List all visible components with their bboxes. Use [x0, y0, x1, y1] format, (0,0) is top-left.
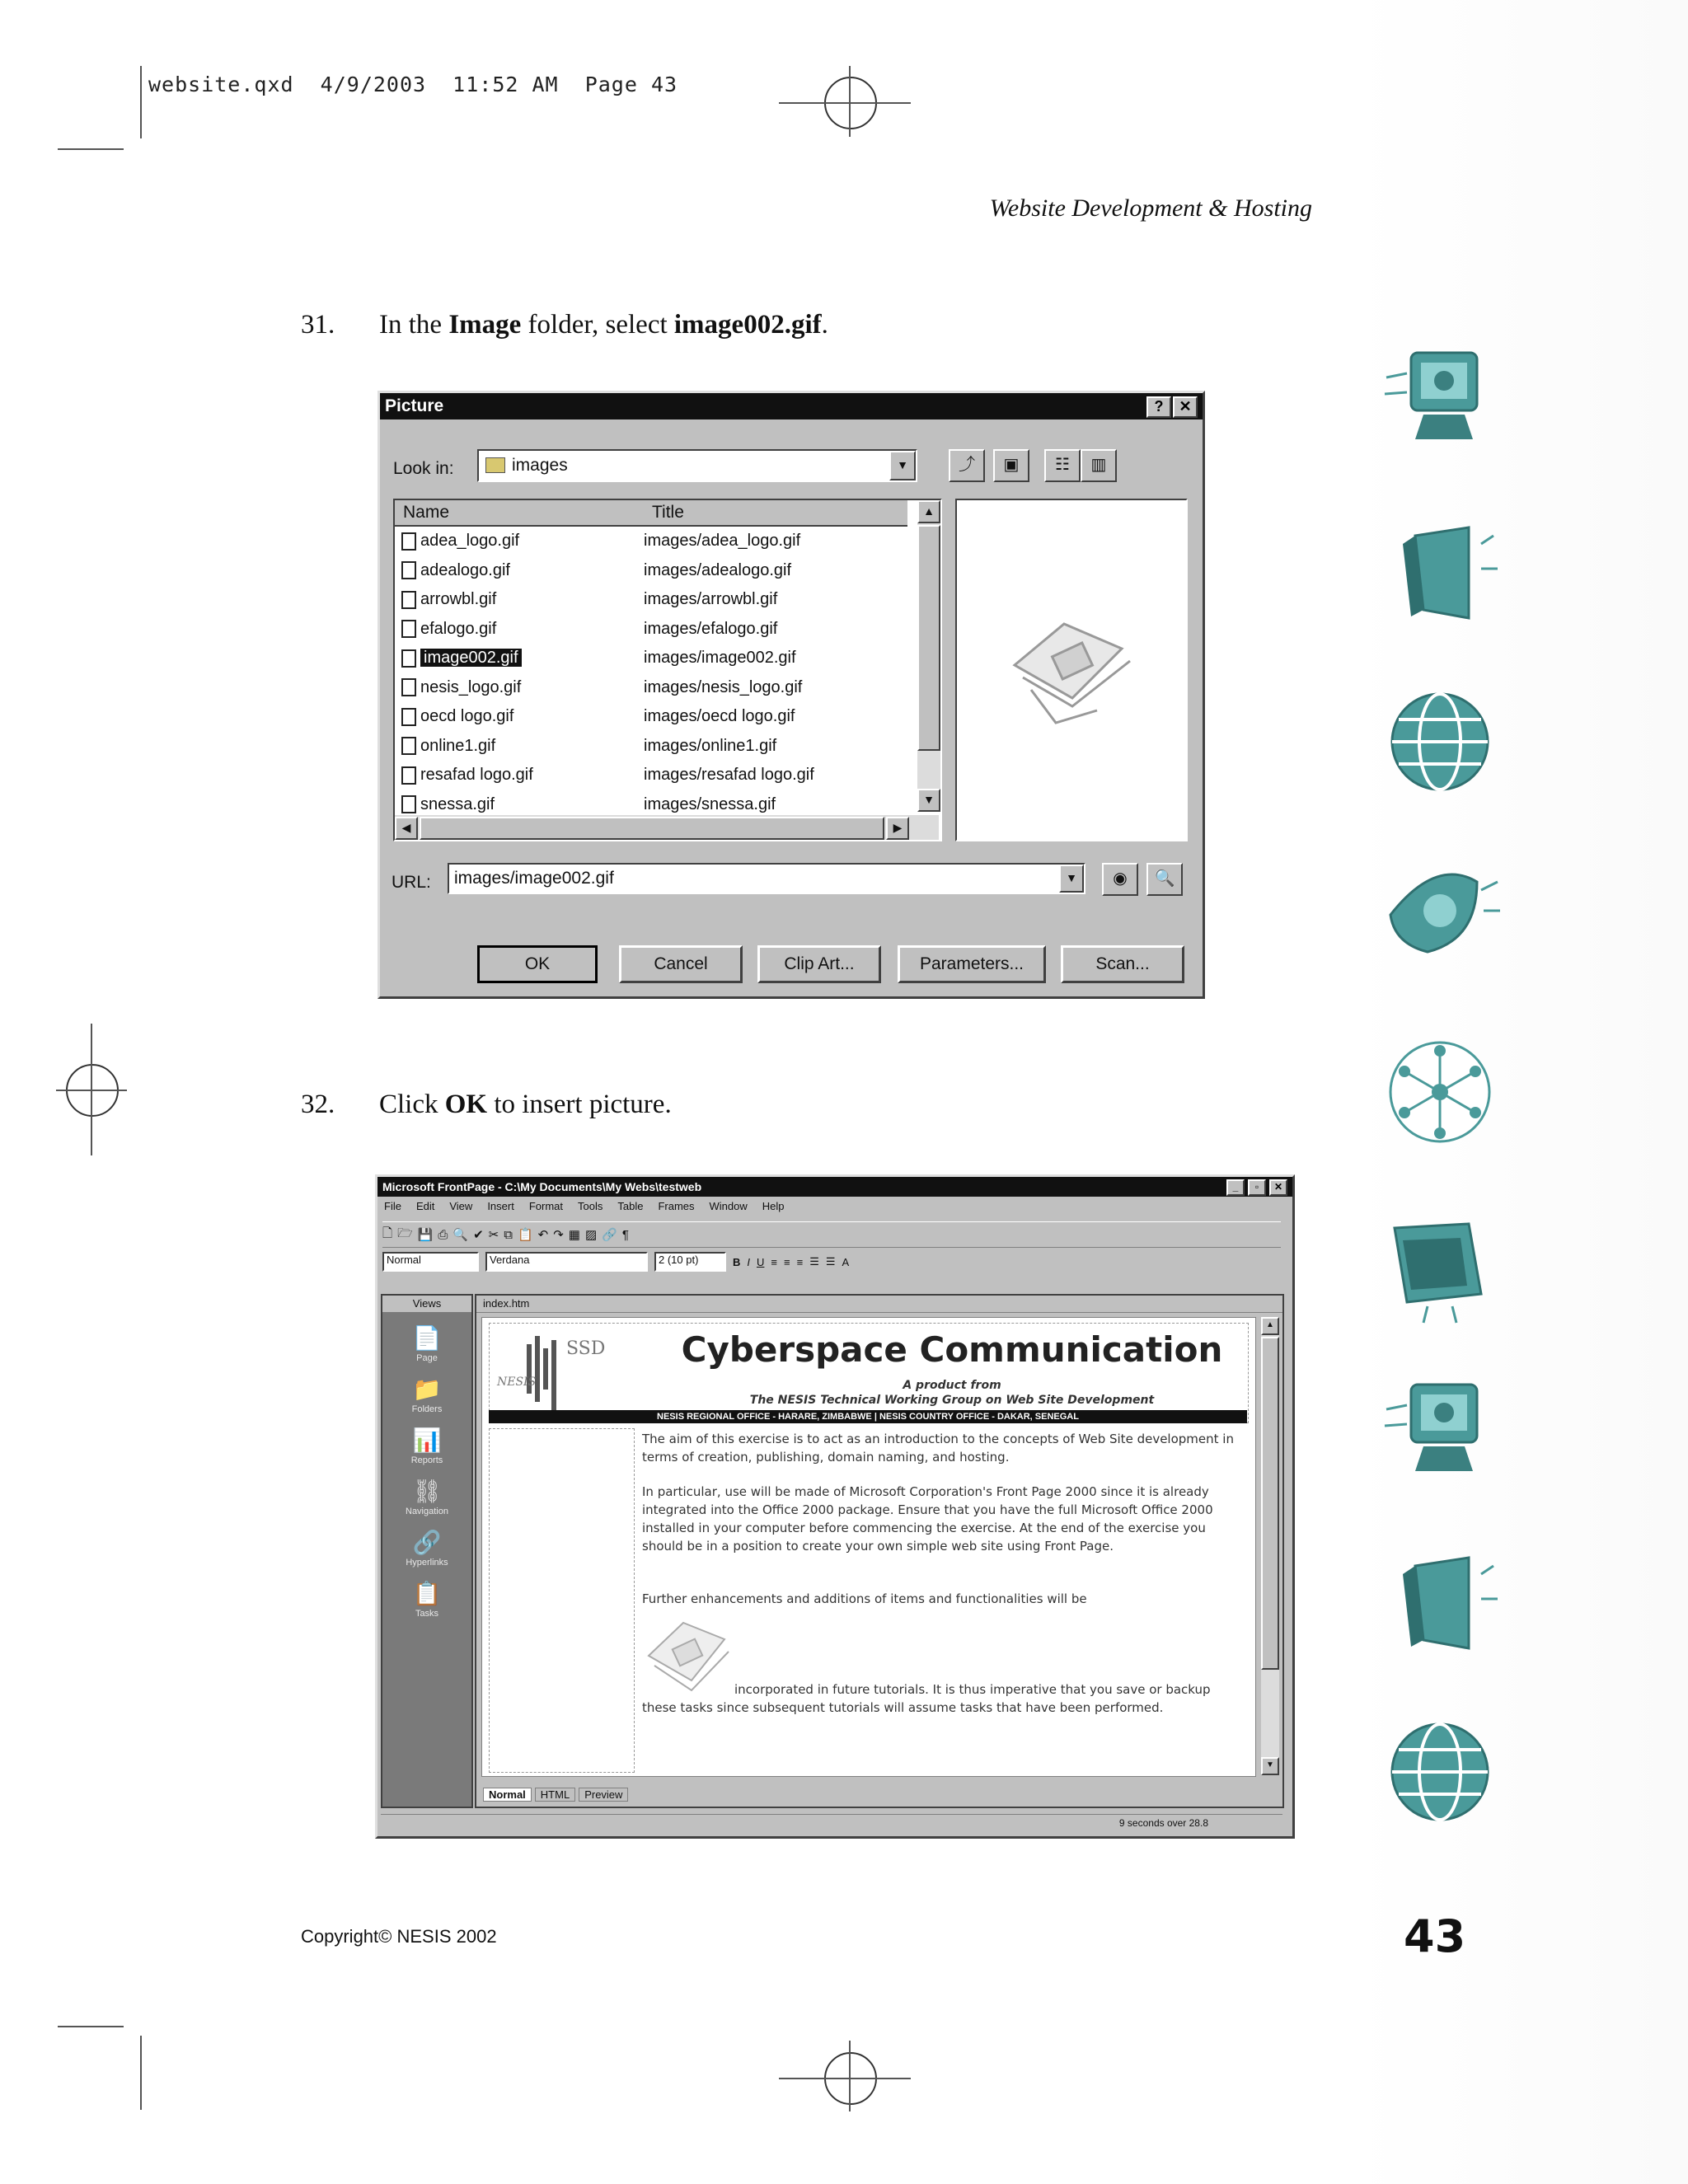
- step-emphasis: image002.gif: [673, 310, 822, 340]
- file-title: images/snessa.gif: [644, 794, 776, 813]
- bullets-icon[interactable]: ☰: [825, 1255, 836, 1268]
- document-tab[interactable]: index.htm: [476, 1296, 1282, 1313]
- logo-mark-icon: NESIS: [497, 1376, 537, 1389]
- server-tower-icon: [1378, 1541, 1502, 1665]
- cancel-button[interactable]: Cancel: [619, 945, 743, 983]
- numbering-icon[interactable]: ☰: [809, 1255, 819, 1268]
- file-name: snessa.gif: [420, 794, 495, 813]
- cut-icon[interactable]: ✂: [488, 1228, 499, 1242]
- ok-button[interactable]: OK: [477, 945, 598, 983]
- paste-icon[interactable]: 📋: [517, 1228, 533, 1242]
- file-title: images/efalogo.gif: [644, 619, 778, 638]
- url-label: URL:: [392, 873, 431, 892]
- close-icon[interactable]: ✕: [1269, 1179, 1287, 1196]
- view-label: Folders: [411, 1404, 443, 1414]
- image-icon[interactable]: ▨: [584, 1228, 598, 1242]
- open-icon[interactable]: 🗁: [397, 1226, 413, 1240]
- navigation-view-icon: ⛓: [412, 1479, 442, 1504]
- new-folder-icon[interactable]: ▣: [993, 449, 1029, 482]
- file-name: image002.gif: [420, 649, 522, 667]
- view-label: Hyperlinks: [406, 1558, 448, 1568]
- page-view-icon: 📄: [412, 1325, 442, 1351]
- image-preview: [955, 499, 1188, 841]
- underline-icon[interactable]: U: [757, 1255, 765, 1268]
- server-tower-icon: [1378, 511, 1502, 635]
- folder-icon: [1378, 1203, 1502, 1327]
- look-in-label: Look in:: [393, 459, 454, 478]
- align-left-icon[interactable]: ≡: [771, 1255, 777, 1268]
- computer-icon: [1378, 1368, 1502, 1492]
- menu-item-frames[interactable]: Frames: [658, 1200, 695, 1212]
- menu-item-format[interactable]: Format: [528, 1200, 563, 1212]
- file-title: images/image002.gif: [644, 649, 796, 667]
- view-label: Reports: [410, 1455, 443, 1465]
- file-title: images/oecd logo.gif: [644, 707, 795, 725]
- browse-web-icon[interactable]: ◉: [1102, 863, 1138, 896]
- scroll-left-icon[interactable]: ◀: [395, 817, 418, 840]
- step-emphasis: OK: [444, 1090, 488, 1119]
- scroll-right-icon[interactable]: ▶: [886, 817, 909, 840]
- office-banner: NESIS REGIONAL OFFICE - HARARE, ZIMBABWE | NESIS COUNTRY OFFICE - DAKAR, SENEGAL: [489, 1410, 1247, 1423]
- file-row[interactable]: [401, 761, 896, 790]
- gif-file-icon: [401, 620, 416, 638]
- step-text: In the: [379, 310, 449, 340]
- file-title: images/online1.gif: [644, 736, 777, 755]
- italic-icon[interactable]: I: [747, 1255, 751, 1268]
- view-label: Navigation: [406, 1507, 448, 1516]
- file-row[interactable]: [401, 527, 896, 555]
- gif-file-icon: [401, 561, 416, 579]
- chevron-down-icon[interactable]: ▼: [889, 451, 916, 480]
- dialog-title: Picture: [385, 396, 444, 415]
- menu-item-tools[interactable]: Tools: [578, 1200, 603, 1212]
- maximize-icon[interactable]: ▫: [1248, 1179, 1266, 1196]
- spelling-icon[interactable]: ✔: [473, 1228, 484, 1242]
- align-center-icon[interactable]: ≡: [784, 1255, 790, 1268]
- body-paragraph: Further enhancements and additions of items and functionalities will be: [642, 1591, 1087, 1606]
- status-bar: [381, 1814, 1282, 1831]
- registration-mark: [849, 2041, 851, 2111]
- crop-mark: [140, 2036, 142, 2110]
- file-name: online1.gif: [420, 736, 496, 755]
- dialog-title-bar: [380, 393, 1203, 419]
- details-view-icon[interactable]: ▥: [1081, 449, 1117, 482]
- font-select[interactable]: Verdana: [485, 1252, 648, 1272]
- help-button[interactable]: ?: [1146, 396, 1171, 418]
- minimize-icon[interactable]: _: [1226, 1179, 1245, 1196]
- computer-icon: [1378, 336, 1502, 460]
- registration-mark: [779, 2078, 911, 2079]
- intro-paragraph: The aim of this exercise is to act as an introduction to the concepts of Web Site development in terms of creation, publishing, domain naming, and hosting.: [642, 1432, 1234, 1465]
- menu-bar: [384, 1200, 785, 1218]
- view-hyperlinks[interactable]: [382, 1528, 471, 1568]
- step-instruction: [379, 1090, 672, 1120]
- view-navigation[interactable]: [382, 1477, 471, 1516]
- eye-icon: [1378, 849, 1502, 972]
- registration-mark: [91, 1024, 92, 1155]
- gif-file-icon: [401, 708, 416, 726]
- file-title: images/nesis_logo.gif: [644, 677, 803, 696]
- align-right-icon[interactable]: ≡: [796, 1255, 804, 1268]
- file-row[interactable]: [401, 702, 896, 731]
- step-number: 31.: [301, 310, 335, 340]
- column-header-name[interactable]: Name: [395, 500, 652, 527]
- table-icon[interactable]: ▦: [568, 1228, 580, 1242]
- left-column: [489, 1428, 635, 1773]
- crop-mark: [58, 2026, 124, 2027]
- printer-slug: website.qxd 4/9/2003 11:52 AM Page 43: [148, 73, 678, 96]
- file-name: oecd logo.gif: [420, 707, 514, 725]
- style-select[interactable]: Normal: [382, 1252, 479, 1272]
- reports-view-icon: 📊: [412, 1427, 442, 1453]
- preview-graphic-icon: [957, 500, 1186, 840]
- globe-icon: [1378, 1710, 1502, 1834]
- hyperlink-icon[interactable]: 🔗: [602, 1228, 617, 1242]
- file-name: resafad logo.gif: [420, 766, 533, 784]
- gif-file-icon: [401, 649, 416, 668]
- file-row[interactable]: [401, 732, 896, 761]
- browse-file-icon[interactable]: 🔍: [1146, 863, 1183, 896]
- body-paragraph: incorporated in future tutorials. It is thus imperative that you save or backup these tasks since subsequent tutorials will assume tasks that have been performed.: [642, 1682, 1211, 1715]
- menu-item-edit[interactable]: Edit: [415, 1200, 435, 1212]
- gif-file-icon: [401, 737, 416, 755]
- file-row[interactable]: [401, 673, 896, 702]
- page-editor: [475, 1294, 1284, 1808]
- step-text: Click: [379, 1090, 445, 1119]
- step-number: 32.: [301, 1090, 335, 1119]
- gif-file-icon: [401, 766, 416, 785]
- page-heading: Cyberspace Communication: [681, 1329, 1223, 1370]
- view-label: Tasks: [415, 1609, 439, 1619]
- window-title: Microsoft FrontPage - C:\My Documents\My Webs\testweb: [382, 1180, 702, 1193]
- copyright-footer: Copyright© NESIS 2002: [301, 1926, 497, 1947]
- url-input[interactable]: [448, 863, 1085, 894]
- views-bar: [381, 1294, 473, 1808]
- redo-icon[interactable]: ↷: [553, 1228, 564, 1242]
- file-title: images/resafad logo.gif: [644, 766, 814, 784]
- preview-icon[interactable]: 🔍: [452, 1228, 469, 1242]
- menu-item-insert[interactable]: Insert: [487, 1200, 514, 1212]
- view-tasks[interactable]: [382, 1579, 471, 1619]
- hyperlinks-view-icon: 🔗: [412, 1530, 442, 1555]
- folders-view-icon: 📁: [412, 1376, 442, 1402]
- gif-file-icon: [401, 532, 416, 551]
- undo-icon[interactable]: ↶: [537, 1228, 549, 1242]
- up-folder-icon[interactable]: ⤴: [949, 449, 985, 482]
- file-name: arrowbl.gif: [420, 590, 497, 608]
- bold-icon[interactable]: B: [733, 1255, 741, 1268]
- scroll-thumb[interactable]: [917, 525, 940, 751]
- page-number: 43: [1404, 1910, 1466, 1962]
- logo-text: SSD: [566, 1338, 606, 1359]
- look-in-select[interactable]: [477, 449, 917, 482]
- menu-item-window[interactable]: Window: [709, 1200, 748, 1212]
- view-page[interactable]: [382, 1324, 471, 1363]
- gif-file-icon: [401, 795, 416, 813]
- picture-dialog: [377, 391, 1205, 999]
- file-name: adea_logo.gif: [420, 532, 520, 550]
- file-name: adealogo.gif: [420, 560, 510, 579]
- scroll-thumb[interactable]: [1261, 1337, 1279, 1670]
- registration-mark: [849, 66, 851, 137]
- tab-normal[interactable]: Normal: [483, 1788, 532, 1802]
- registration-mark: [779, 102, 911, 104]
- formatting-toolbar: [382, 1249, 1281, 1274]
- standard-toolbar: [382, 1221, 1281, 1248]
- scroll-up-icon[interactable]: ▲: [1261, 1317, 1279, 1335]
- step-text: .: [821, 310, 828, 340]
- menu-item-help[interactable]: Help: [762, 1200, 785, 1212]
- download-time: 9 seconds over 28.8: [1118, 1817, 1208, 1829]
- menu-item-view[interactable]: View: [449, 1200, 473, 1212]
- list-view-icon[interactable]: ☷: [1044, 449, 1081, 482]
- subtitle: A product from: [903, 1379, 1001, 1392]
- menu-item-file[interactable]: File: [384, 1200, 401, 1212]
- copy-icon[interactable]: ⧉: [504, 1227, 513, 1242]
- window-title-bar: [377, 1177, 1292, 1197]
- file-row[interactable]: [401, 644, 896, 673]
- crop-mark: [140, 66, 142, 138]
- scroll-down-icon[interactable]: ▼: [1261, 1757, 1279, 1775]
- file-list: [393, 499, 942, 841]
- view-reports[interactable]: [382, 1426, 471, 1465]
- scan-button[interactable]: Scan...: [1061, 945, 1184, 983]
- step-emphasis: Image: [448, 310, 522, 340]
- frontpage-window: [375, 1174, 1295, 1839]
- menu-item-table[interactable]: Table: [617, 1200, 644, 1212]
- show-all-icon[interactable]: ¶: [621, 1227, 629, 1242]
- close-button[interactable]: ✕: [1173, 396, 1198, 418]
- file-title: images/adealogo.gif: [644, 560, 792, 579]
- gif-file-icon: [401, 678, 416, 696]
- url-value: images/image002.gif: [454, 869, 614, 888]
- view-tabs: [483, 1788, 628, 1802]
- font-color-icon[interactable]: A: [842, 1255, 850, 1268]
- size-select[interactable]: 2 (10 pt): [654, 1252, 726, 1272]
- column-header-title[interactable]: Title: [644, 500, 907, 527]
- file-row[interactable]: [401, 585, 896, 614]
- look-in-value: images: [512, 456, 568, 475]
- body-paragraph: In particular, use will be made of Microsoft Corporation's Front Page 2000 since it is already integrated into the Office 2000 package. Ensure that you have the full Microsoft Office 2000 installed in your computer before commencing the exercise. At the end of the exercise you should be in a position to create your own simple web site using Front Page.: [642, 1484, 1213, 1554]
- parameters-button[interactable]: Parameters...: [898, 945, 1046, 983]
- vertical-scrollbar[interactable]: [917, 500, 940, 812]
- file-name: nesis_logo.gif: [420, 677, 522, 696]
- running-head: Website Development & Hosting: [989, 194, 1312, 222]
- horizontal-scrollbar[interactable]: [395, 815, 939, 840]
- scroll-down-icon[interactable]: ▼: [917, 789, 940, 812]
- step-instruction: [379, 310, 828, 340]
- views-list: [382, 1324, 471, 1619]
- globe-icon: [1378, 680, 1502, 804]
- file-row[interactable]: [401, 556, 896, 585]
- crop-mark: [58, 148, 124, 150]
- tasks-view-icon: 📋: [412, 1581, 442, 1606]
- chevron-down-icon[interactable]: ▼: [1059, 865, 1084, 893]
- tab-html[interactable]: HTML: [535, 1788, 575, 1802]
- clip-art-button[interactable]: Clip Art...: [757, 945, 881, 983]
- view-label: Page: [416, 1353, 438, 1363]
- save-icon[interactable]: 💾: [417, 1228, 434, 1242]
- new-page-icon[interactable]: 🗋: [382, 1226, 393, 1240]
- folder-icon: [485, 457, 505, 473]
- view-folders[interactable]: [382, 1375, 471, 1414]
- scroll-up-icon[interactable]: ▲: [917, 500, 940, 523]
- step-text: folder, select: [521, 310, 674, 340]
- network-icon: [1378, 1030, 1502, 1154]
- tab-preview[interactable]: Preview: [579, 1788, 628, 1802]
- gif-file-icon: [401, 591, 416, 609]
- web-page-canvas: [481, 1317, 1256, 1777]
- file-title: images/adea_logo.gif: [644, 532, 801, 550]
- file-name: efalogo.gif: [420, 619, 497, 638]
- print-icon[interactable]: ⎙: [438, 1227, 448, 1242]
- scroll-thumb[interactable]: [420, 817, 884, 840]
- editor-scrollbar[interactable]: [1261, 1317, 1279, 1775]
- file-title: images/arrowbl.gif: [644, 590, 778, 608]
- ssd-logo-icon: [494, 1328, 609, 1418]
- file-row[interactable]: [401, 615, 896, 644]
- views-header: Views: [382, 1296, 471, 1312]
- step-text: to insert picture.: [487, 1090, 672, 1119]
- subtitle: The NESIS Technical Working Group on Web Site Development: [749, 1394, 1155, 1407]
